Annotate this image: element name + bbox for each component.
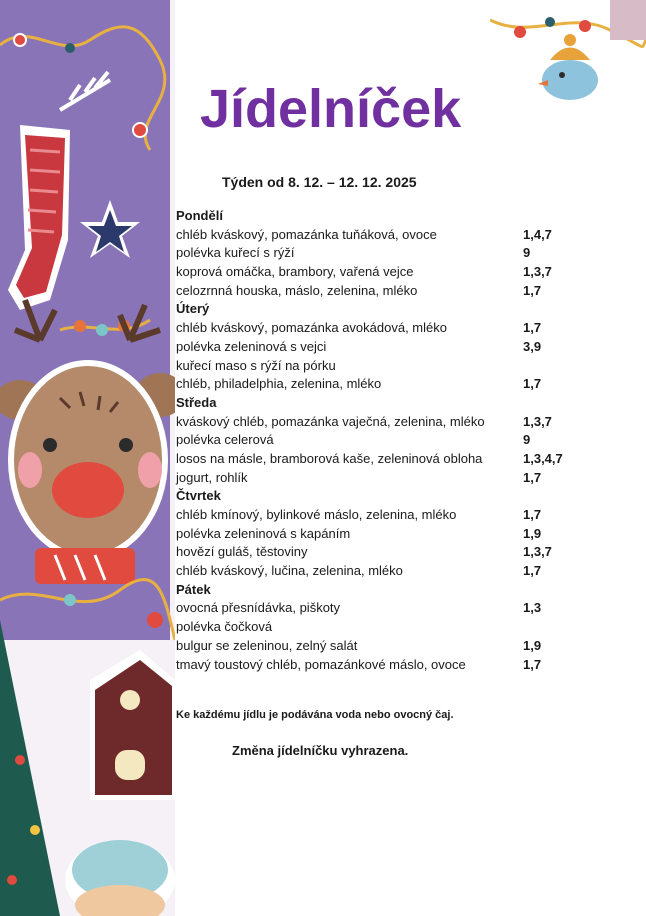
menu-item — [176, 450, 596, 469]
meal-text: chléb kmínový, bylinkové máslo, zelenina, mléko — [176, 507, 457, 522]
house-icon — [90, 650, 175, 800]
allergens: 1,9 — [523, 525, 542, 541]
drinks-note: Ke každému jídlu je podávána voda nebo ovocný čaj. — [176, 709, 454, 721]
day-section — [176, 581, 596, 674]
menu-item — [176, 543, 596, 562]
day-heading: Středa — [176, 394, 217, 410]
christmas-decoration-illustration — [0, 0, 175, 916]
meal-text: kváskový chléb, pomazánka vaječná, zelenina, mléko — [176, 413, 485, 429]
allergens: 1,9 — [523, 637, 542, 653]
meal-text: polévka čočková — [176, 619, 273, 635]
allergens: 1,3,7 — [523, 264, 552, 280]
menu-item — [176, 656, 596, 675]
allergens: 1,3,7 — [523, 413, 552, 429]
menu-item — [176, 618, 596, 637]
day-heading: Čtvrtek — [176, 488, 221, 504]
day-section — [176, 207, 596, 300]
meal-text: tmavý toustový chléb, pomazánkové máslo, ovoce — [176, 656, 466, 672]
meal-text: koprová omáčka, brambory, vařená vejce — [176, 264, 414, 280]
menu-item — [176, 599, 596, 618]
allergens: 3,9 — [523, 338, 542, 354]
allergens: 9 — [523, 432, 531, 448]
menu-item — [176, 226, 596, 245]
menu-item — [176, 263, 596, 282]
allergens: 1,7 — [523, 376, 542, 392]
menu-item — [176, 637, 596, 656]
meal-text: chléb kváskový, pomazánka avokádová, mléko — [176, 320, 447, 336]
bird-garland-decoration — [490, 0, 646, 105]
menu-item — [176, 338, 596, 357]
meal-text: chléb kváskový, lučina, zelenina, mléko — [176, 563, 403, 579]
meal-text: chléb kváskový, pomazánka tuňáková, ovoce — [176, 226, 437, 242]
day-section — [176, 394, 596, 487]
day-section — [176, 300, 596, 393]
meal-text: polévka kuřecí s rýží — [176, 245, 295, 261]
meal-text: polévka celerová — [176, 432, 274, 448]
allergens: 1,3,4,7 — [523, 450, 563, 466]
day-heading: Pátek — [176, 581, 211, 597]
meal-text: jogurt, rohlík — [176, 469, 248, 485]
meal-text: polévka zeleninová s kapáním — [176, 525, 351, 541]
day-section — [176, 487, 596, 580]
meal-text: polévka zeleninová s vejci — [176, 338, 327, 354]
meal-text: ovocná přesnídávka, piškoty — [176, 600, 341, 616]
allergens: 1,7 — [523, 563, 542, 579]
allergens: 1,7 — [523, 656, 542, 672]
allergens: 1,3 — [523, 600, 542, 616]
weekly-menu — [176, 207, 596, 674]
menu-item — [176, 506, 596, 525]
menu-item — [176, 413, 596, 432]
menu-item — [176, 431, 596, 450]
allergens: 9 — [523, 245, 531, 261]
allergens: 1,4,7 — [523, 226, 552, 242]
week-range: Týden od 8. 12. – 12. 12. 2025 — [222, 174, 417, 190]
day-heading: Úterý — [176, 301, 210, 317]
meal-text: bulgur se zeleninou, zelný salát — [176, 637, 358, 653]
menu-item — [176, 375, 596, 394]
allergens: 1,7 — [523, 507, 542, 522]
menu-item — [176, 319, 596, 338]
change-notice: Změna jídelníčku vyhrazena. — [232, 743, 409, 758]
meal-text: celozrnná houska, máslo, zelenina, mléko — [176, 282, 418, 298]
menu-item — [176, 357, 596, 376]
menu-item — [176, 562, 596, 581]
allergens: 1,7 — [523, 469, 542, 485]
meal-text: chléb, philadelphia, zelenina, mléko — [176, 376, 382, 392]
meal-text: hovězí guláš, těstoviny — [176, 544, 308, 560]
allergens: 1,7 — [523, 320, 542, 336]
meal-text: losos na másle, bramborová kaše, zeleninová obloha — [176, 450, 483, 466]
meal-text: kuřecí maso s rýží na pórku — [176, 357, 336, 373]
day-heading: Pondělí — [176, 208, 223, 223]
allergens: 1,3,7 — [523, 544, 552, 560]
menu-item — [176, 282, 596, 301]
allergens: 1,7 — [523, 282, 542, 298]
page-title: Jídelníček — [200, 79, 462, 139]
menu-item — [176, 525, 596, 544]
menu-item — [176, 469, 596, 488]
menu-item — [176, 244, 596, 263]
